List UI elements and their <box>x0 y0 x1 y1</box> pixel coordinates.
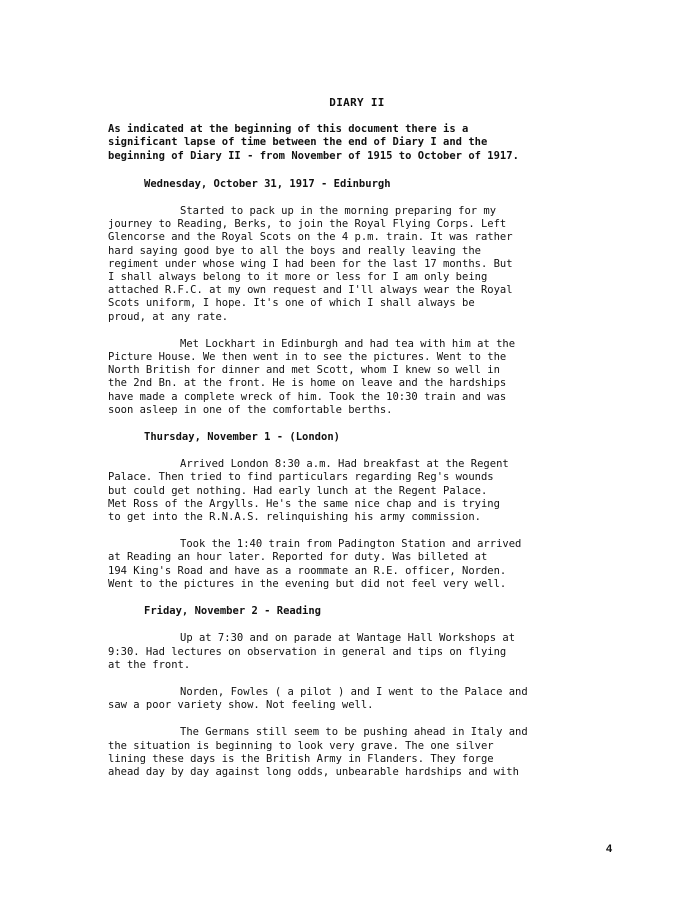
entry-paragraph: Started to pack up in the morning preparing for my journey to Reading, Berks, to join the Royal Flying Corps. Left Glencorse and the Royal Scots on the 4 p.m. train. It was rather hard saying good bye to all the boys and really leaving the regiment under whose wing I had been for the last 17 months. But I shall always belong to it more or less for I am only being attached R.F.C. at my own request and I'll always wear the Royal Scots uniform, I hope. It's one of which I shall always be proud, at any rate. <box>108 205 513 323</box>
diary-page <box>108 96 606 793</box>
entry-heading: Friday, November 2 - Reading <box>144 605 322 618</box>
entry-nov-2 <box>108 605 606 779</box>
entry-paragraph: Up at 7:30 and on parade at Wantage Hall Workshops at 9:30. Had lectures on observation in general and tips on flying at the front. <box>108 632 516 671</box>
entry-paragraph: Took the 1:40 train from Padington Station and arrived at Reading an hour later. Reported for duty. Was billeted at 194 King's Road and have as a roommate an R.E. officer, Norden. Went to the pictures in the evening but did not feel very well. <box>108 538 522 590</box>
entry-oct-31 <box>108 178 606 417</box>
entry-heading: Wednesday, October 31, 1917 - Edinburgh <box>144 177 391 190</box>
entry-nov-1 <box>108 431 606 591</box>
entry-paragraph: Arrived London 8:30 a.m. Had breakfast at the Regent Palace. Then tried to find particulars regarding Reg's wounds but could get nothing. Had early lunch at the Regent Palace. Met Ross of the Argylls. He's the same nice chap and is trying to get into the R.N.A.S. relinquishing his army commission. <box>108 458 509 524</box>
intro-paragraph: As indicated at the beginning of this document there is a significant lapse of time between the end of Diary I and the beginning of Diary II - from November of 1915 to October of 1917. <box>108 123 519 162</box>
entry-paragraph: Norden, Fowles ( a pilot ) and I went to the Palace and saw a poor variety show. Not feeling well. <box>108 685 528 712</box>
entry-heading: Thursday, November 1 - (London) <box>144 431 340 444</box>
entry-paragraph: Met Lockhart in Edinburgh and had tea with him at the Picture House. We then went in to see the pictures. Went to the North British for dinner and met Scott, whom I knew so well in the 2nd Bn. at the front. He is home on leave and the hardships have made a complete wreck of him. Took the 10:30 train and was soon asleep in one of the comfortable berths. <box>108 337 516 416</box>
page-title: DIARY II <box>329 96 385 109</box>
entry-paragraph: The Germans still seem to be pushing ahead in Italy and the situation is beginning to look very grave. The one silver lining these days is the British Army in Flanders. They forge ahead day by day against long odds, unbearable hardships and with <box>108 726 528 778</box>
page-number: 4 <box>606 843 613 855</box>
